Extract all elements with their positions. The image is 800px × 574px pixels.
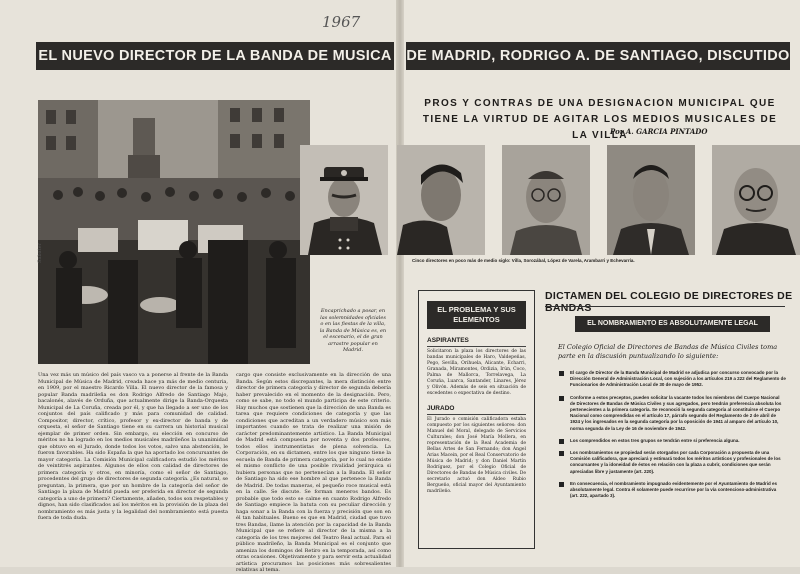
article-body-column-1: Una vez más un músico del país vasco va a ponerse al frente de la Banda Municipal de Música de Madrid, creada hace ya más de medio centuria, en 1909, por el maestro Ricardo Villa. El nuevo director de la famosa y popular Banda madrileña es don Rodrigo Alfredo de Santiago Majo, bacalonés, alavés de Orduña, que actualmente dirige la Banda-Orquesta Municipal de La Coruña, creada por él, y que ha llegado a ser uno de los conjuntos del país calificado y más para comunidad de calidad. Compositor, director, crítico, profesor y ex-director de banda y de orquesta, el señor de Santiago tiene en su carrera un historial musical ejemplar de primer orden. Sin embargo, su elección en concurso de méritos no ha logrado en los medios musicales madrileños la unanimidad que obtuvo en el Jurado, donde todos los votos, salvo una abstención, le fueron favorables. Ha sido España la que ha aportado los concursantes de mayor categoría. La Comisión Municipal calificadora estudió los méritos de veintitrés aspirantes. Algunos de ellos con calidad de directores de primera categoría y otros, en minoría, como el señor de Santiago, procedentes del grupo de directores de segunda categoría. ¿Es natural, se preguntan, la primera, que por un hombre de la categoría del señor de Santiago la plaza de Madrid pueda ser preferida en director de segunda categoría a uno de primera? Ciertamente, añaden, todos son respetables y dignos, han sido clasificados así los méritos en la provisión de la plaza del nombramiento es más justa y la legalidad del nombramiento está puesta fuera de toda duda.: [38, 372, 228, 521]
sidebar-heading-aspirantes: ASPIRANTES: [427, 337, 526, 347]
band-photo-caption: Encaprichado a posar, en las solemnidades oficiales o en las fiestas de la villa, la Banda de Música es, en el escenario, el de gran arrastre popular en Madrid.: [319, 308, 387, 353]
dictamen-point: Los nombramientos se propiedad serán otorgados por cada Corporación a propuesta de una Comisión calificadora, que apreciará y estimará todos los méritos artísticos y profesionales de los concursantes y la idoneidad de éstos en relación con la plaza a cubrir, condiciones que serán apreciadas libre y justamente (art. 220).: [558, 450, 786, 475]
dictamen-intro: El Colegio Oficial de Directores de Bandas de Música Civiles toma parte en la discusión puntualizando lo siguiente:: [558, 343, 778, 360]
article-subtitle: PROS Y CONTRAS DE UNA DESIGNACION MUNICIPAL QUE TIENE LA VIRTUD DE AGITAR LOS MEDIOS MUSICALES DE LA VILLA: [422, 98, 778, 141]
byline: Por A. GARCIA PINTADO: [610, 127, 708, 136]
sidebar-title: EL PROBLEMA Y SUS ELEMENTOS: [427, 301, 526, 329]
handwritten-year: 1967: [322, 13, 361, 31]
dictamen-point: El cargo de Director de la Banda Municipal de Madrid se adjudica por concurso convocado por la Dirección General de Administración Local, con sujeción a los artículos 219 a 222 del Reglamento de Funcionarios de Administración Local de 30 de mayo de 1952.: [558, 370, 786, 389]
dictamen-points: [558, 370, 786, 505]
photo-credit: Sabater: [36, 243, 43, 263]
director-photo-4: [712, 145, 800, 255]
headline-right: DE MADRID, RODRIGO A. DE SANTIAGO, DISCUTIDO: [406, 42, 790, 70]
sidebar-heading-jurado: JURADO: [427, 405, 526, 415]
dictamen-rule: [545, 306, 785, 307]
page-spine: [396, 0, 404, 567]
director-portrait-photo: [300, 145, 388, 255]
dictamen-title: DICTAMEN DEL COLEGIO DE DIRECTORES DE BANDAS: [545, 290, 793, 314]
dictamen-band: EL NOMBRAMIENTO ES ABSOLUTAMENTE LEGAL: [575, 316, 770, 332]
band-photo: [38, 100, 310, 364]
dictamen-point: Los comprendidos en estos tres grupos se tendrán entre sí preferencia alguna.: [558, 438, 786, 444]
sidebar-text-jurado: El Jurado o comisión calificadora estaba compuesto por los siguientes señores: don Manuel del Moral, delegado de Servicios Culturales; don José María Mollera, en representación de la Real Academia de Bellas Artes de San Fernando; don Ángel Arias Macein, por el Real Conservatorio de Música de Madrid; y don Daniel Martín Rodríguez, por el Colegio Oficial de Directores de Bandas de Música civiles. De secretario actuó don Aldeo Rubio Bergueño, oficial mayor del Ayuntamiento madrileño.: [427, 417, 526, 494]
headline-left: EL NUEVO DIRECTOR DE LA BANDA DE MUSICA: [36, 42, 394, 70]
sidebar-text-aspirantes: Solicitaron la plaza los directores de las bandas municipales de Haro, Valdepeñas, Pego, Sevilla, Orihuela, Alicante, Echarri, Granada, Miramontes, Ordizia, Irún, Coco, Palma de Mallorca, Torrelavega, La Coruña, Luarca, Santander, Linares, Jérez y Olivón. Además de seis en situación de excedentes o expectativa de destino.: [427, 349, 526, 396]
director-photo-3: [607, 145, 695, 255]
directors-photo-caption: Cinco directores en poco más de medio siglo: Villa, Sorozábal, López de Varela, Arambarri y Echevarría.: [412, 258, 635, 263]
director-photo-2: [502, 145, 590, 255]
dictamen-point: Conforme a estos preceptos, pueden solicitar la vacante todos los miembros del Cuerpo Nacional de Directores de Bandas de Música Civiles y sus agregados, pero tendrán preferencia absoluta los pertenecientes a la primera categoría. Se reconoció la segunda categoría al constituirse el Cuerpo Nacional como comprendidas en el artículo 17, párrafo segundo del Reglamento de 2 de abril de 1924 y los ingresados en la segunda categoría por la oposición de 1941 al amparo del artículo 10, norma segunda de la Ley de 16 de noviembre de 1942.: [558, 395, 786, 432]
problem-sidebar: [418, 290, 535, 549]
dictamen-point: En consecuencia, el nombramiento impugnado evidentemente por el Ayuntamiento de Madrid es absolutamente legal. Contra él solamente puede recurrirse por la vía contencioso-administrativa (art. 222, apartado 3).: [558, 481, 786, 500]
article-body-column-2: cargo que consiste exclusivamente en la dirección de una Banda. Según estos discrepantes, la mera distinción entre director de primera categoría y director de segunda debería haber prevalecido en el momento de la designación. Pero, como se sabe, no todo el mundo participa de este criterio. Hay muchos que sostienen que la dirección de una Banda es tarea que requiere condiciones de categoría y que las condiciones que acreditan a un verdadero músico son más importantes cuando se trata de realizar una misión de carácter predominantemente artístico. La Banda Municipal de Madrid está compuesta por noventa y dos profesores, todos ellos instrumentistas de plena solvencia. La Corporación, en su dictamen, entre los que ninguno tiene la escuela de Banda de primera categoría, por lo cual no existe el mismo conflicto de una posible rivalidad jerárquica si hubiera personas que no pertenecían a la Banda. El señor de Santiago ha sido ese hombre al que pertenece la Banda de Madrid. De todas maneras, el pequeño roce musical está en la calle. Se discute. Se forman meneros bandos. Es probable que todo esto se calme en cuanto Rodrigo Alfredo de Santiago empiece la batuta con su peculiar dirección y haga sonar a la Banda con la fuerza y precisión que son en él tan habituales. Bueno es que en Madrid, ciudad que tuvo tres Bandas, llame la atención por la capacidad de la Banda Municipal que se refiere al director de la misma a la categoría de los tres mejores del Teatro Real actual. Para el público madrileño, la Banda Municipal es el conjunto que ameniza los domingos del Retiro en la temporada, así como otras ocasiones. Objetivamente y para servir esta actualidad artística procuramos las posiciones más sobresalientes relativas al tema.: [236, 372, 391, 573]
director-photo-1: [397, 145, 485, 255]
